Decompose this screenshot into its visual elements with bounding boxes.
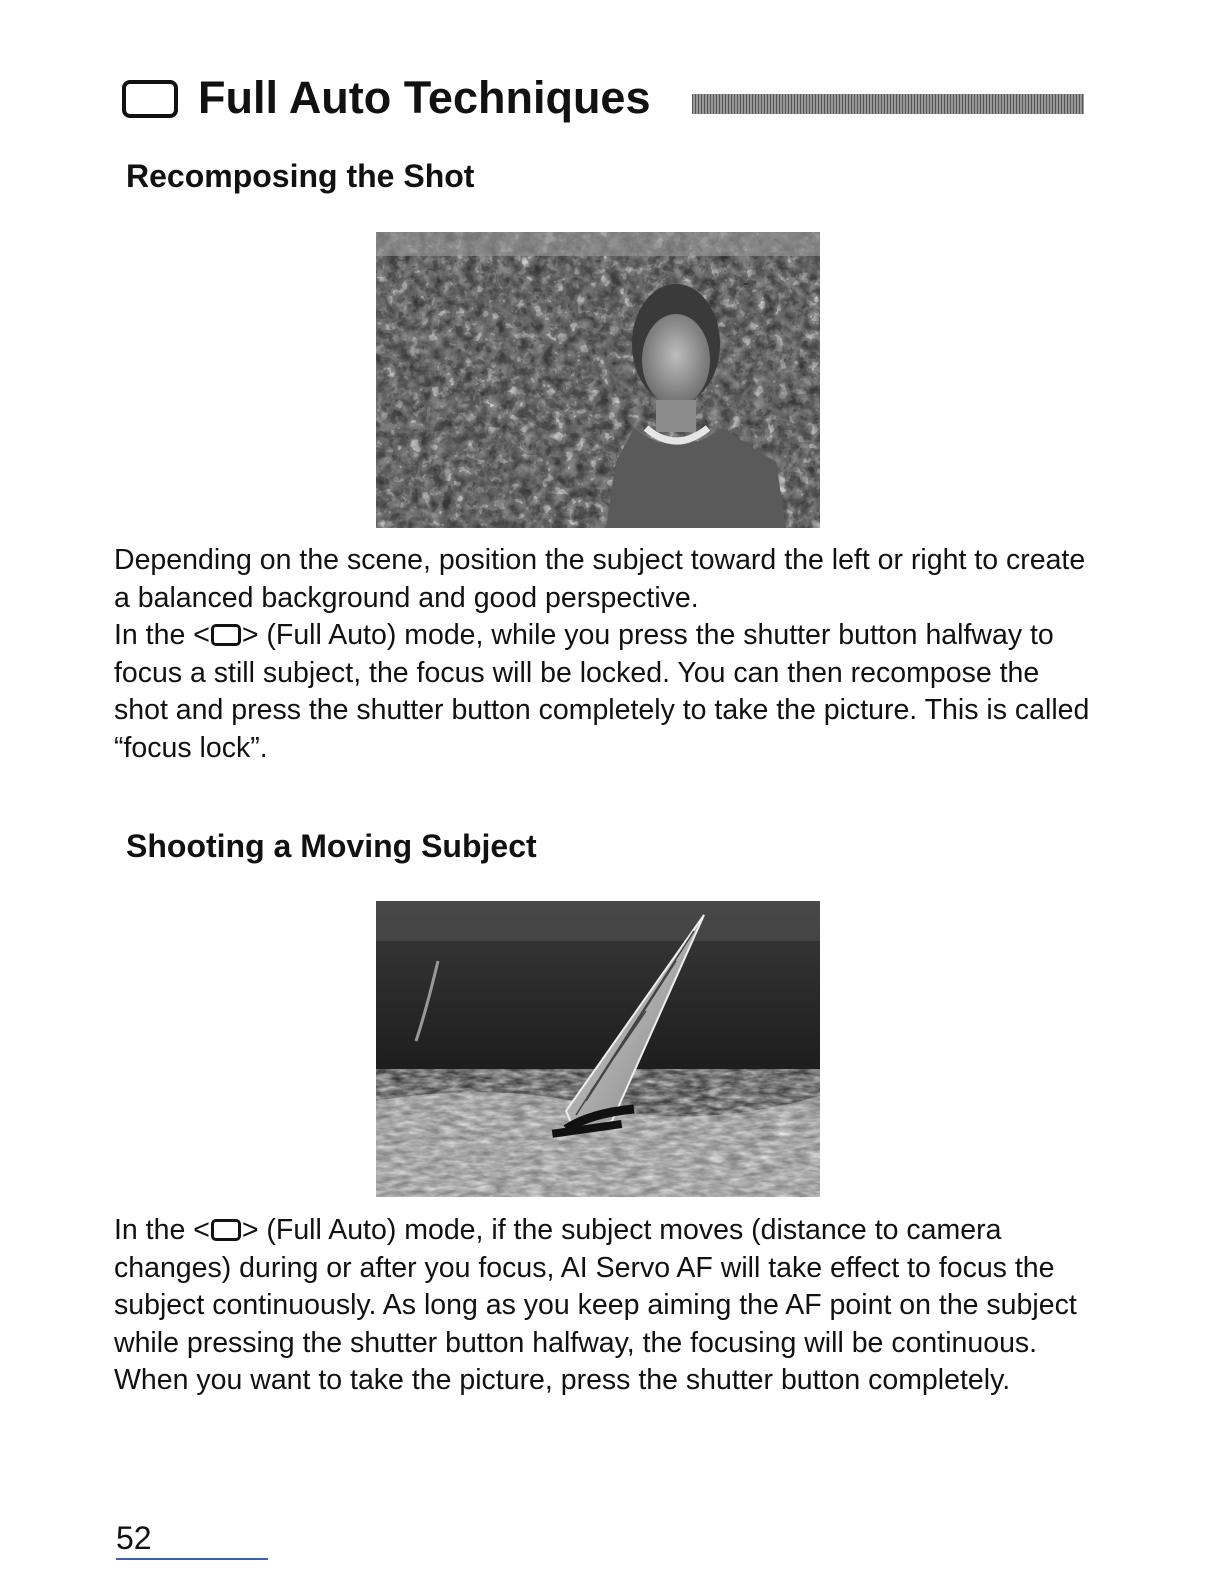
text-run: > (Full Auto) mode, while you press the shutter button halfway to focus a still subject, the focus will be locked. You can then recompose the shot and press the shutter button completely to take the picture. This is called “focus lock”. (114, 619, 1090, 764)
title-rule-bar (692, 94, 1084, 114)
page-number: 52 (116, 1520, 152, 1556)
section-heading-recomposing: Recomposing the Shot (126, 158, 475, 194)
full-auto-mode-icon (211, 624, 241, 646)
recomposing-paragraph-2 (114, 617, 1094, 767)
text-run: > (Full Auto) mode, if the subject moves (distance to camera changes) during or after you focus, AI Servo AF will take effect to focus the subject continuously. As long as you keep aiming the AF point on the subject while pressing the shutter button halfway, the focusing will be continuous. When you want to take the picture, press the shutter button completely. (114, 1214, 1077, 1397)
page-header (118, 72, 1084, 124)
recomposing-paragraph-1: Depending on the scene, position the subject toward the left or right to create a balanced background and good perspective. (114, 544, 1086, 614)
recomposing-body (114, 542, 1094, 768)
moving-subject-body (114, 1212, 1094, 1400)
windsurfer-photo (376, 901, 820, 1197)
portrait-photo (376, 232, 820, 528)
text-run: In the < (114, 619, 210, 652)
text-run: In the < (114, 1214, 210, 1246)
section-heading-moving-subject: Shooting a Moving Subject (126, 828, 537, 864)
moving-subject-paragraph (114, 1212, 1094, 1400)
page-title: Full Auto Techniques (198, 72, 651, 123)
page-number-underline (116, 1558, 268, 1560)
full-auto-mode-icon (211, 1219, 241, 1241)
full-auto-mode-icon (122, 80, 178, 118)
